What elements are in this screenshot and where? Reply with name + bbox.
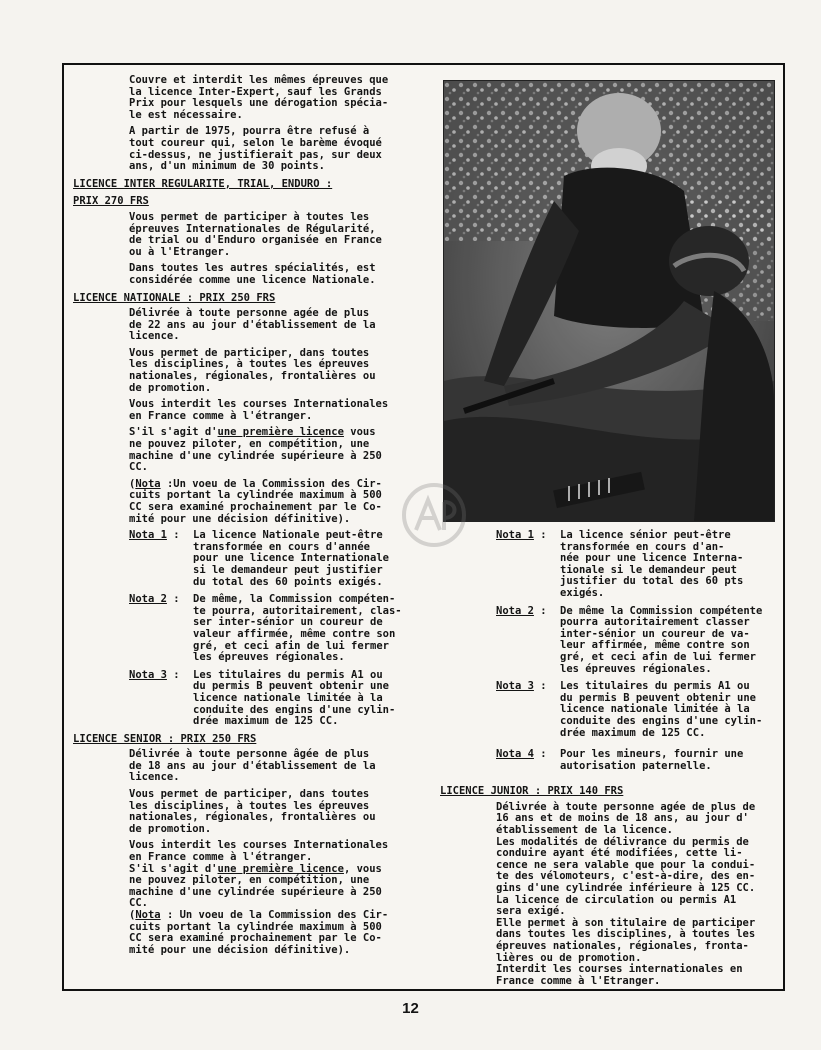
senior-p5-text: : Un voeu de la Commission des Cir- cuits portant la cylindrée maximum à 500 CC sera examiné prochainement par le Co- mité pour une décision définitive).: [129, 909, 389, 956]
inter-regularite-price: PRIX 270 FRS: [73, 195, 149, 208]
motocross-riders-photo-icon: [444, 81, 774, 521]
nationale-p4-end: vous ne pouvez piloter, en compétition, une machine d'une cylindrée supérieure à 250 CC.: [129, 426, 382, 474]
senior-p4-end: , vous ne pouvez piloter, en compétition, une machine d'une cylindrée supérieure à 250 CC.: [129, 862, 382, 910]
nota-label: Nota 3: [496, 680, 534, 693]
nota-label: Nota 1: [129, 529, 167, 542]
nota-text: La licence Nationale peut-être transformée en cours d'année pour une licence Internationale si le demandeur peut justifier du total des 60 points exigés.: [193, 529, 389, 588]
nota-label: Nota 4: [496, 748, 534, 761]
nationale-paragraph-2: Vous permet de participer, dans toutes les disciplines, à toutes les épreuves nationales, régionales, frontalières ou de promotion.: [129, 346, 376, 394]
senior-paragraph-1: Délivrée à toute personne âgée de plus de 18 ans au jour d'établissement de la licence.: [129, 748, 376, 784]
nationale-p4-underlined: une première licence: [217, 426, 344, 439]
nota-text: Les titulaires du permis A1 ou du permis B peuvent obtenir une licence nationale limitée à la conduite des engins d'une cylin- drée maximum de 125 CC.: [560, 680, 763, 739]
intro-paragraph-2: A partir de 1975, pourra être refusé à tout coureur qui, selon le barème évoqué ci-dessus, ne justifierait pas, sur deux ans, d'un minimum de 30 points.: [129, 125, 382, 173]
nationale-p5-label: Nota: [135, 477, 161, 490]
motocross-photo: [443, 80, 775, 522]
senior-p4-start: S'il s'agit d': [129, 862, 218, 875]
right-column: [440, 530, 785, 992]
nationale-p4-start: S'il s'agit d': [129, 426, 218, 439]
senior-paragraph-5: (Nota : Un voeu de la Commission des Cir- cuits portant la cylindrée maximum à 500 CC sera examiné prochainement par le Co- mité pour une décision définitive).: [129, 909, 389, 956]
senior-paragraph-3: Vous interdit les courses Internationales en France comme à l'étranger.: [129, 839, 389, 864]
nota-label: Nota 1: [496, 529, 534, 541]
nota-label: Nota 2: [129, 593, 167, 606]
senior-nota-1: Nota 1 : La licence sénior peut-être transformée en cours d'an- née pour une licence Interna- tionale si le demandeur peut justifier du total des 60 pts exigés.: [496, 530, 785, 600]
nationale-p5-text: :Un voeu de la Commission des Cir- cuits portant la cylindrée maximum à 500 CC sera examiné prochainement par le Co- mité pour une décision définitive).: [129, 477, 382, 525]
senior-paragraph-2: Vous permet de participer, dans toutes les disciplines, à toutes les épreuves nationales, régionales, frontalières ou de promotion.: [129, 788, 376, 835]
senior-p5-label: Nota: [135, 909, 161, 921]
nationale-paragraph-4: [129, 427, 433, 473]
nationale-nota-3: Nota 3 : Les titulaires du permis A1 ou du permis B peuvent obtenir une licence nationale limitée à la conduite des engins d'une cylin- drée maximum de 125 CC.: [129, 670, 433, 728]
left-column: [73, 75, 433, 961]
page-number: 12: [402, 1000, 419, 1017]
inter-paragraph-2: Dans toutes les autres spécialités, est considérée comme une licence Nationale.: [129, 262, 376, 286]
nota-text: Pour les mineurs, fournir une autorisation paternelle.: [560, 748, 744, 772]
inter-paragraph-1: Vous permet de participer à toutes les épreuves Internationales de Régularité, de trial ou d'Enduro organisée en France ou à l'Etranger.: [129, 210, 382, 258]
senior-nota-4: Nota 4 : Pour les mineurs, fournir une autorisation paternelle.: [496, 749, 785, 772]
nota-text: De même la Commission compétente pourra autoritairement classer inter-sénior un coureur de va- leur affirmée, même contre son gré, et ceci afin de lui fermer les épreuves régionales.: [560, 604, 763, 675]
junior-heading: LICENCE JUNIOR : PRIX 140 FRS: [440, 785, 624, 798]
nationale-heading: LICENCE NATIONALE : PRIX 250 FRS: [73, 291, 276, 304]
senior-nota-2: Nota 2 : De même la Commission compétente pourra autoritairement classer inter-sénior un coureur de va- leur affirmée, même contre son gré, et ceci afin de lui fermer les épreuves régionales.: [496, 606, 785, 676]
senior-heading: LICENCE SENIOR : PRIX 250 FRS: [73, 732, 257, 745]
nota-label: Nota 2: [496, 604, 534, 617]
nota-text: De même, la Commission compéten- te pourra, autoritairement, clas- ser inter-sénior un coureur de valeur affirmée, même contre son gré, et ceci afin de lui fermer les épreuves régionales.: [193, 593, 402, 664]
nationale-paragraph-1: Délivrée à toute personne agée de plus de 22 ans au jour d'établissement de la licence.: [129, 307, 376, 343]
nota-label: Nota 3: [129, 668, 167, 681]
inter-regularite-heading: LICENCE INTER REGULARITE, TRIAL, ENDURO :: [73, 177, 333, 190]
nota-text: La licence sénior peut-être transformée en cours d'an- née pour une licence Interna- tionale si le demandeur peut justifier du total des 60 pts exigés.: [560, 529, 744, 599]
nationale-paragraph-5: (Nota :Un voeu de la Commission des Cir- cuits portant la cylindrée maximum à 500 CC sera examiné prochainement par le Co- mité pour une décision définitive).: [129, 477, 382, 525]
senior-paragraph-4: [129, 864, 433, 910]
nationale-nota-2: Nota 2 : De même, la Commission compéten- te pourra, autoritairement, clas- ser inter-sénior un coureur de valeur affirmée, même contre son gré, et ceci afin de lui fermer les épreuves régionales.: [129, 594, 433, 664]
nationale-paragraph-3: Vous interdit les courses Internationales en France comme à l'étranger.: [129, 398, 389, 422]
intro-paragraph-1: Couvre et interdit les mêmes épreuves que la licence Inter-Expert, sauf les Grands Prix pour lesquels une dérogation spécia- le est nécessaire.: [129, 74, 389, 121]
nationale-nota-1: Nota 1 : La licence Nationale peut-être transformée en cours d'année pour une licence Internationale si le demandeur peut justifier du total des 60 points exigés.: [129, 530, 433, 588]
nota-text: Les titulaires du permis A1 ou du permis B peuvent obtenir une licence nationale limitée à la conduite des engins d'une cylin- drée maximum de 125 CC.: [193, 668, 396, 728]
junior-paragraph: Délivrée à toute personne agée de plus de 16 ans et de moins de 18 ans, au jour d' établissement de la licence. Les modalités de délivrance du permis de conduire ayant été modifiées, cette li- cence ne sera valable que pour la condui- te des vélomoteurs, c'est-à-dire, des en- gins d'une cylindrée inférieure à 125 CC. La licence de circulation ou permis A1 sera exigé. Elle permet à son titulaire de participer dans toutes les disciplines, à toutes les épreuves nationales, régionales, fronta- lières ou de promotion. Interdit les courses internationales en France comme à l'Etranger.: [496, 800, 756, 987]
senior-p4-underlined: une première licence: [217, 862, 344, 875]
senior-nota-3: Nota 3 : Les titulaires du permis A1 ou du permis B peuvent obtenir une licence nationale limitée à la conduite des engins d'une cylin- drée maximum de 125 CC.: [496, 681, 785, 739]
